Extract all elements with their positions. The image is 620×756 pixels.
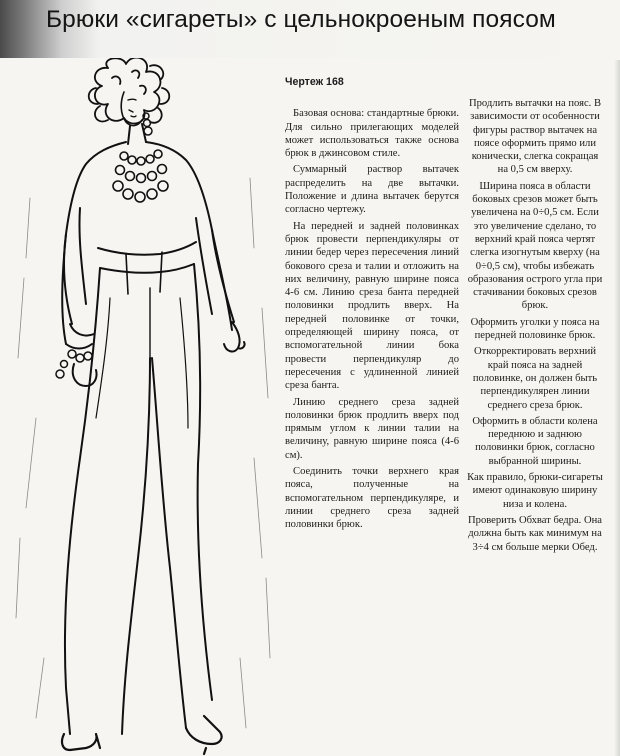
text-column-left (285, 76, 459, 535)
page-title: Брюки «сигареты» с цельнокроеным поясом (46, 6, 556, 33)
text-column-right (466, 97, 604, 557)
paragraph: Оформить в области колена переднюю и заднюю половинки брюк, согласно выбранной ширины. (472, 415, 598, 467)
paragraph: Соединить точки верхнего края пояса, полученные на вспомогательном перпендикуляре, и линии среднего среза задней половинки брюк. (285, 466, 459, 531)
paragraph: Как правило, брюки-сигареты имеют одинаковую ширину низа и колена. (467, 472, 603, 510)
paragraph: Ширина пояса в области боковых срезов может быть увеличена на 0÷0,5 см. Если это увеличение сделано, то верхний край пояса чертят слегка изогнутым кверху (на 0÷0,5 см), чтобы избежать образования острого угла при стачивании боковых срезов брюк. (467, 180, 603, 312)
hair-curls (89, 58, 170, 124)
paragraph: Базовая основа: стандартные брюки. Для сильно прилегающих моделей может использоваться также основа брюк в джинсовом стиле. (285, 108, 459, 160)
drawing-number: Чертеж 168 (285, 76, 344, 88)
paragraph: Откорректировать верхний край пояса на задней половинке, он должен быть перпендикулярен линии среднего среза брюк. (472, 346, 598, 411)
paragraph: Проверить Обхват бедра. Она должна быть как минимум на 3÷4 см больше мерки Обед. (468, 514, 602, 553)
paragraph: Линию среднего среза задней половинки брюк продлить вверх под прямым углом к линии талии на величину, равную ширине пояса (4-6 см). (285, 396, 459, 461)
fashion-figure-illustration (0, 58, 282, 756)
necklace (113, 150, 168, 202)
paragraph: Продлить вытачки на пояс. В зависимости от особенности фигуры раствор вытачек на поясе оформить прямо или конически, слегка сокращая на 0,5 см вверху. (468, 98, 602, 176)
paragraph: Оформить уголки у пояса на передней половинке брюк. (470, 316, 600, 342)
paragraph: Суммарный раствор вытачек распределить на две вытачки. Положение и длина вытачек берутся согласно чертежу. (285, 164, 459, 216)
page-edge-shadow (614, 60, 620, 756)
paragraph: На передней и задней половинках брюк провести перпендикуляры от линии бедер через пересечения линий бокового среза и талии и отложить на них величину, равную ширине пояса 4-6 см. Линию среза банта передней половинки продлить вверх. На передней половинке от точки, определяющей ширину пояса, от вспомогательной линии бока провести перпендикуляр до пересечения с удлиненной линией среза банта. (285, 220, 459, 392)
page-header (0, 0, 620, 58)
